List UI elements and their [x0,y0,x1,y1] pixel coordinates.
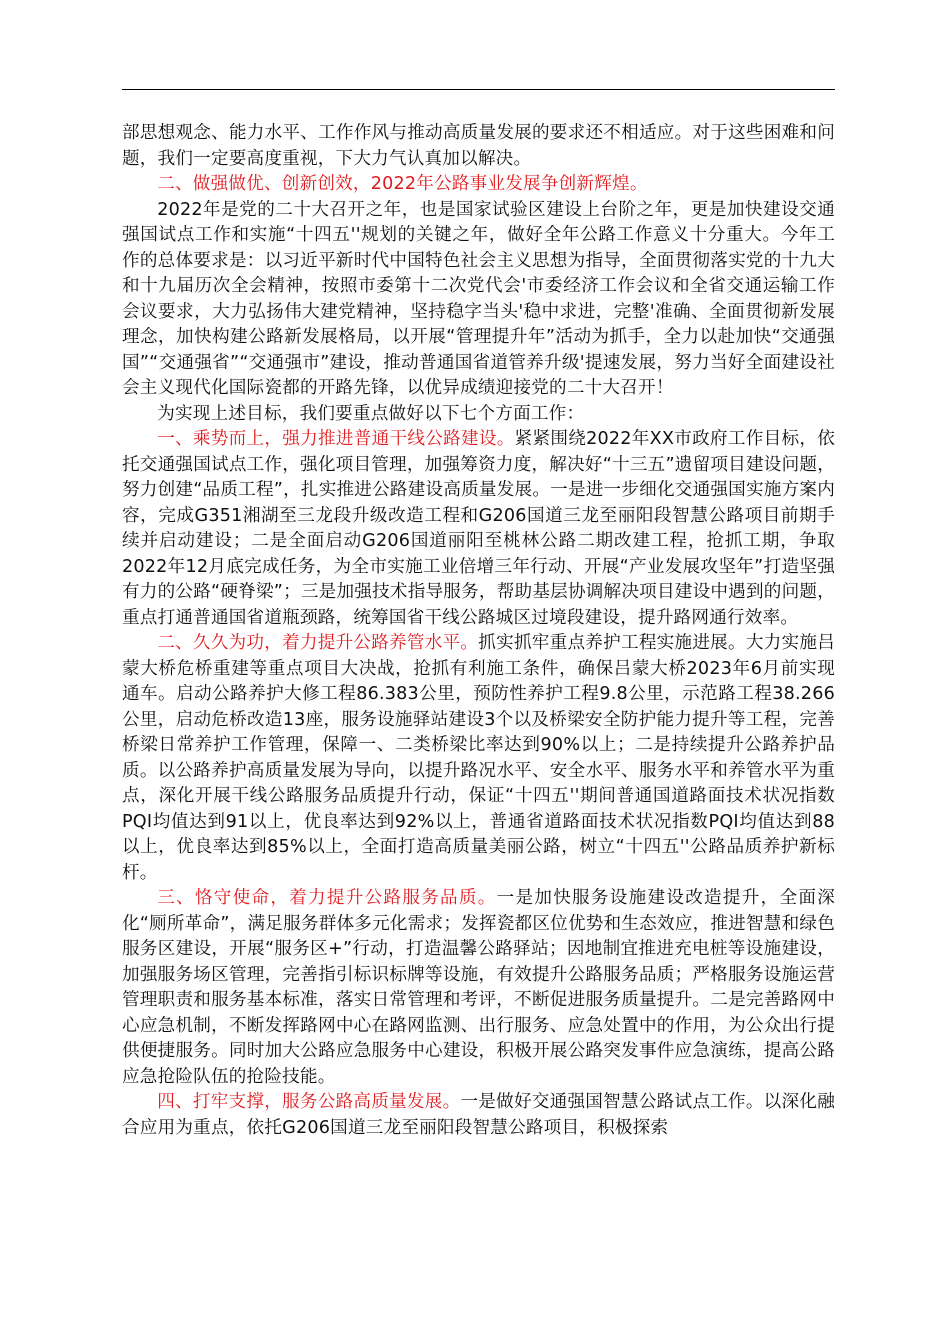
task-1-paragraph [122,427,835,631]
task-2-body: 抓实抓牢重点养护工程实施进展。大力实施吕蒙大桥危桥重建等重点项目大决战，抢抓有利施工条件，确保吕蒙大桥2023年6月前实现通车。启动公路养护大修工程86.383公里，预防性养护工程9.8公里，示范路工程38.266公里，启动危桥改造13座，服务设施驿站建设3个以及桥梁安全防护能力提升等工程，完善桥梁日常养护工作管理，保障一、二类桥梁比率达到90%以上；二是持续提升公路养护品质。以公路养护高质量发展为导向，以提升路况水平、安全水平、服务水平和养管水平为重点，深化开展干线公路服务品质提升行动，保证“十四五''期间普通国道路面技术状况指数PQI均值达到91以上，优良率达到92%以上，普通省道路面技术状况指数PQI均值达到88以上，优良率达到85%以上，全面打造高质量美丽公路，树立“十四五''公路品质养护新标杆。 [122,633,835,883]
task-4-body: 一是做好交通强国智慧公路试点工作。以深化融合应用为重点，依托G206国道三龙至丽阳段智慧公路项目，积极探索 [122,1092,835,1138]
task-4-paragraph [122,1090,835,1141]
task-3-body: 一是加快服务设施建设改造提升，全面深化“厕所革命”，满足服务群体多元化需求；发挥瓷都区位优势和生态效应，推进智慧和绿色服务区建设，开展“服务区+”行动，打造温馨公路驿站；因地制宜推进充电桩等设施建设，加强服务场区管理，完善指引标识标牌等设施，有效提升公路服务品质；严格服务设施运营管理职责和服务基本标准，落实日常管理和考评，不断促进服务质量提升。二是完善路网中心应急机制，不断发挥路网中心在路网监测、出行服务、应急处置中的作用，为公众出行提供便捷服务。同时加大公路应急服务中心建设，积极开展公路突发事件应急演练，提高公路应急抢险队伍的抢险技能。 [122,888,835,1087]
task-1-body: 紧紧围绕2022年XX市政府工作目标，依托交通强国试点工作，强化项目管理，加强筹资力度，解决好“十三五”遗留项目建设问题，努力创建“品质工程”，扎实推进公路建设高质量发展。一是进一步细化交通强国实施方案内容，完成G351湘湖至三龙段升级改造工程和G206国道三龙至丽阳段智慧公路项目前期手续并启动建设；二是全面启动G206国道丽阳至桃林公路二期改建工程，抢抓工期，争取2022年12月底完成任务，为全市实施工业倍增三年行动、开展“产业发展攻坚年”打造坚强有力的公路“硬脊梁”；三是加强技术指导服务，帮助基层协调解决项目建设中遇到的问题，重点打通普通国省道瓶颈路，统筹国省干线公路城区过境段建设，提升路网通行效率。 [122,429,835,628]
task-1-heading: 一、乘势而上，强力推进普通干线公路建设。 [157,429,515,449]
task-4-heading: 四、打牢支撑，服务公路高质量发展。 [157,1092,461,1112]
task-2-paragraph [122,631,835,886]
task-2-heading: 二、久久为功，着力提升公路养管水平。 [157,633,479,653]
intro-paragraph: 部思想观念、能力水平、工作作风与推动高质量发展的要求还不相适应。对于这些困难和问题，我们一定要高度重视，下大力气认真加以解决。 [122,123,835,169]
header-rule [122,89,835,90]
task-3-heading: 三、恪守使命，着力提升公路服务品质。 [157,888,497,908]
seven-tasks-paragraph: 为实现上述目标，我们要重点做好以下七个方面工作： [157,403,585,424]
task-3-paragraph [122,886,835,1090]
goal-paragraph: 2022年是党的二十大召开之年，也是国家试验区建设上台阶之年，更是加快建设交通强国试点工作和实施“十四五''规划的关键之年，做好全年公路工作意义十分重大。今年工作的总体要求是：以习近平新时代中国特色社会主义思想为指导，全面贯彻落实党的十九大和十九届历次全会精神，按照市委第十二次党代会'市委经济工作会议和全省交通运输工作会议要求，大力弘扬伟大建党精神，坚持稳字当头'稳中求进，完整'准确、全面贯彻新发展理念，加快构建公路新发展格局，以开展“管理提升年”活动为抓手，全力以赴加快“交通强国”“交通强省”“交通强市”建设，推动普通国省道管养升级'提速发展，努力当好全面建设社会主义现代化国际瓷都的开路先锋，以优异成绩迎接党的二十大召开！ [122,199,835,398]
document-body [122,121,835,1141]
section-heading-2: 二、做强做优、创新创效，2022年公路事业发展争创新辉煌。 [157,174,648,194]
